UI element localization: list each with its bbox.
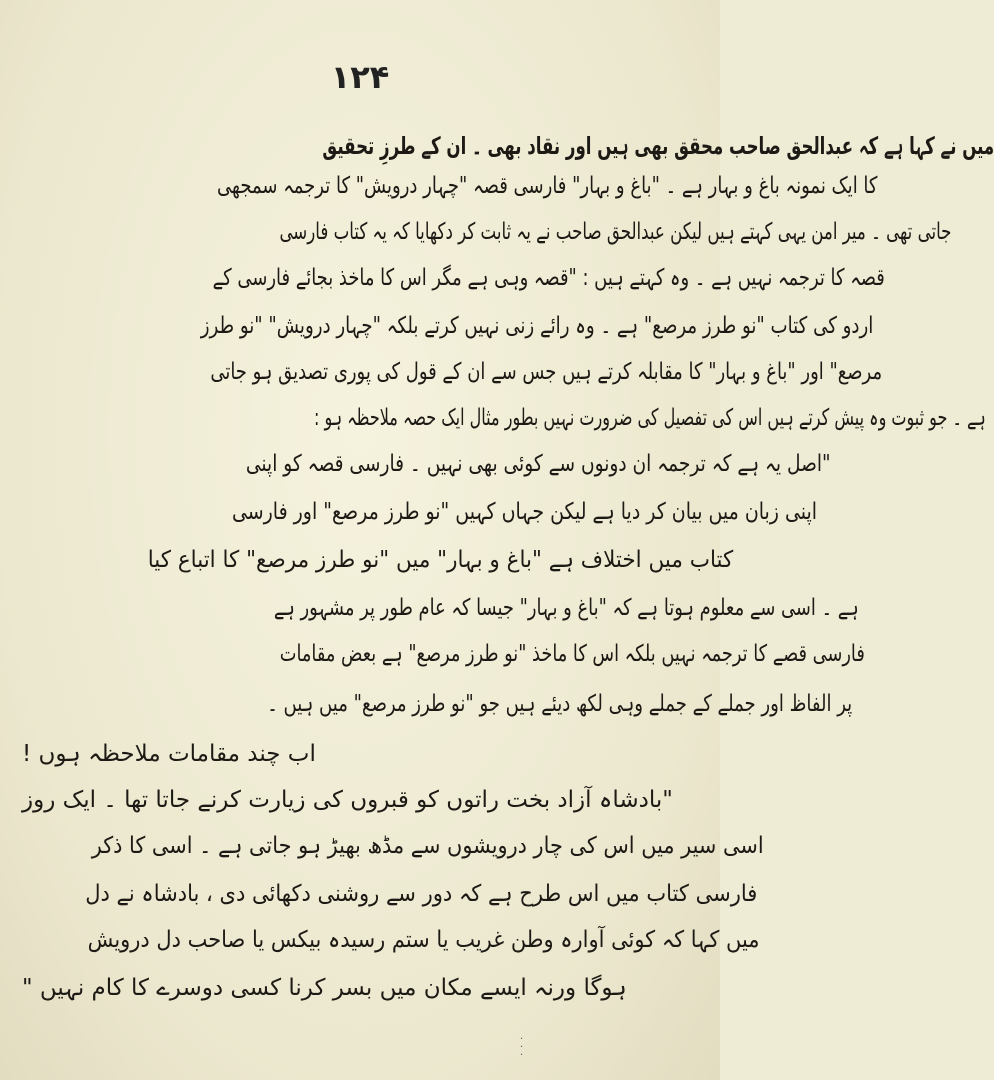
quote-line: "اصل یہ ہے کہ ترجمہ ان دونوں سے کوئی بھی نہیں ۔ فارسی قصہ کو اپنی <box>245 451 831 477</box>
text-line: "بادشاہ آزاد بخت راتوں کو قبروں کی زیارت کرنے جاتا تھا ۔ ایک روز <box>22 787 673 813</box>
quote-line: کتاب میں اختلاف ہے "باغ و بہار" میں "نو طرز مرصع" کا اتباع کیا <box>147 547 734 573</box>
text-line: فارسی کتاب میں اس طرح ہے کہ دور سے روشنی دکھائی دی ، بادشاہ نے دل <box>85 881 758 907</box>
text-line: قصہ کا ترجمہ نہیں ہے ۔ وہ کہتے ہیں : "قصہ وہی ہے مگر اس کا ماخذ بجائے فارسی کے <box>212 265 885 291</box>
text-line: ہے ۔ جو ثبوت وہ پیش کرتے ہیں اس کی تفصیل کی ضرورت نہیں بطور مثال ایک حصہ ملاحظہ ہو : <box>314 405 986 431</box>
text-line: جاتی تھی ۔ میر امن یہی کہتے ہیں لیکن عبدالحق صاحب نے یہ ثابت کر دکھایا کہ یہ کتاب فارسی <box>279 219 952 245</box>
quote-line: ہے ۔ اسی سے معلوم ہوتا ہے کہ "باغ و بہار" جیسا کہ عام طور پر مشہور ہے <box>273 595 859 621</box>
text-line: اسی سیر میں اس کی چار درویشوں سے مڈھ بھیڑ ہو جاتی ہے ۔ اسی کا ذکر <box>91 833 764 859</box>
quote-line: فارسی قصے کا ترجمہ نہیں بلکہ اس کا ماخذ "نو طرز مرصع" ہے بعض مقامات <box>279 641 865 667</box>
text-line: میں کہا کہ کوئی آوارہ وطن غریب یا ستم رسیدہ بیکس یا صاحب دل درویش <box>87 927 760 953</box>
page-number: ۱۲۴ <box>330 58 390 96</box>
text-line: مرصع" اور "باغ و بہار" کا مقابلہ کرتے ہیں جس سے ان کے قول کی پوری تصدیق ہو جاتی <box>210 359 883 385</box>
text-line: میں نے کہا ہے کہ عبدالحق صاحب محقق بھی ہیں اور نقاد بھی ۔ ان کے طرزِ تحقیق <box>322 132 994 160</box>
text-line: اردو کی کتاب "نو طرز مرصع" ہے ۔ وہ رائے زنی نہیں کرتے بلکہ "چہار درویش" "نو طرز <box>200 313 874 339</box>
text-line: ہوگا ورنہ ایسے مکان میں بسر کرنا کسی دوسرے کا کام نہیں " <box>22 975 627 1001</box>
text-line: کا ایک نمونہ باغ و بہار ہے ۔ "باغ و بہار" فارسی قصہ "چہار درویش" کا ترجمہ سمجھی <box>217 173 878 199</box>
page-fold-mark: · · · <box>520 1034 524 1061</box>
text-line: اب چند مقامات ملاحظہ ہوں ! <box>22 741 316 767</box>
quote-line: اپنی زبان میں بیان کر دیا ہے لیکن جہاں کہیں "نو طرز مرصع" اور فارسی <box>231 499 818 525</box>
quote-line: پر الفاظ اور جملے کے جملے وہی لکھ دیئے ہیں جو "نو طرز مرصع" میں ہیں ۔ <box>267 691 853 717</box>
